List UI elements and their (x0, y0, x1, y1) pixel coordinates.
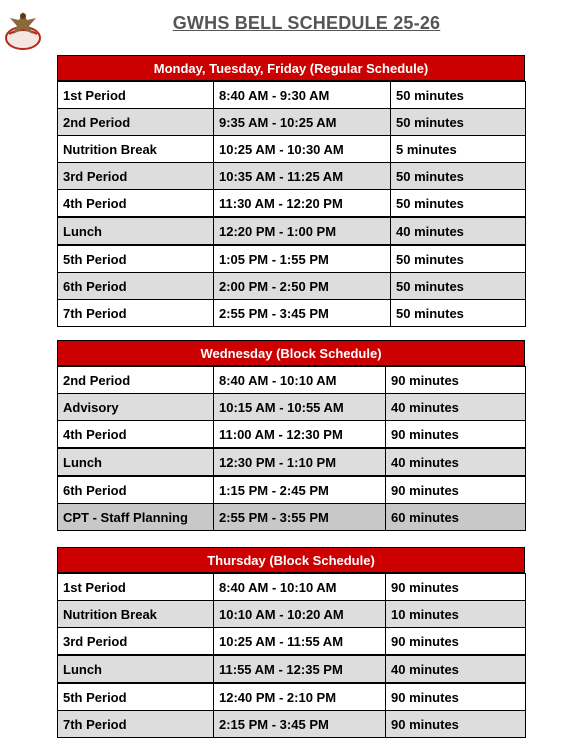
time-cell: 12:40 PM - 2:10 PM (214, 683, 386, 711)
time-cell: 9:35 AM - 10:25 AM (214, 109, 391, 136)
schedule-wednesday (57, 340, 525, 531)
table-row (58, 82, 526, 109)
period-cell: Lunch (58, 448, 214, 476)
schedule-table (57, 81, 526, 327)
time-cell: 10:15 AM - 10:55 AM (214, 394, 386, 421)
time-cell: 2:55 PM - 3:45 PM (214, 300, 391, 327)
time-cell: 11:55 AM - 12:35 PM (214, 655, 386, 683)
time-cell: 11:30 AM - 12:20 PM (214, 190, 391, 218)
table-row (58, 163, 526, 190)
schedule-table (57, 366, 526, 531)
period-cell: CPT - Staff Planning (58, 504, 214, 531)
table-row (58, 273, 526, 300)
table-row (58, 300, 526, 327)
period-cell: Nutrition Break (58, 136, 214, 163)
duration-cell: 90 minutes (386, 574, 526, 601)
table-row (58, 601, 526, 628)
period-cell: 5th Period (58, 683, 214, 711)
duration-cell: 10 minutes (386, 601, 526, 628)
time-cell: 2:00 PM - 2:50 PM (214, 273, 391, 300)
table-row (58, 190, 526, 218)
duration-cell: 50 minutes (391, 190, 526, 218)
period-cell: 6th Period (58, 273, 214, 300)
duration-cell: 90 minutes (386, 711, 526, 738)
time-cell: 12:30 PM - 1:10 PM (214, 448, 386, 476)
duration-cell: 40 minutes (386, 655, 526, 683)
table-row (58, 245, 526, 273)
duration-cell: 50 minutes (391, 300, 526, 327)
duration-cell: 90 minutes (386, 628, 526, 656)
table-row (58, 711, 526, 738)
table-row (58, 448, 526, 476)
time-cell: 2:55 PM - 3:55 PM (214, 504, 386, 531)
schedule-thursday (57, 547, 525, 738)
table-row (58, 628, 526, 656)
period-cell: Lunch (58, 655, 214, 683)
duration-cell: 90 minutes (386, 476, 526, 504)
period-cell: 1st Period (58, 82, 214, 109)
time-cell: 2:15 PM - 3:45 PM (214, 711, 386, 738)
table-row (58, 394, 526, 421)
table-row (58, 421, 526, 449)
duration-cell: 50 minutes (391, 109, 526, 136)
period-cell: 7th Period (58, 711, 214, 738)
table-row (58, 367, 526, 394)
period-cell: 2nd Period (58, 109, 214, 136)
duration-cell: 90 minutes (386, 367, 526, 394)
duration-cell: 50 minutes (391, 245, 526, 273)
table-row (58, 504, 526, 531)
period-cell: 4th Period (58, 421, 214, 449)
duration-cell: 5 minutes (391, 136, 526, 163)
page-title: GWHS BELL SCHEDULE 25-26 (172, 13, 441, 33)
period-cell: 3rd Period (58, 163, 214, 190)
period-cell: 4th Period (58, 190, 214, 218)
period-cell: Nutrition Break (58, 601, 214, 628)
period-cell: 7th Period (58, 300, 214, 327)
duration-cell: 50 minutes (391, 273, 526, 300)
duration-cell: 90 minutes (386, 683, 526, 711)
section-header: Thursday (Block Schedule) (57, 547, 525, 573)
time-cell: 10:10 AM - 10:20 AM (214, 601, 386, 628)
duration-cell: 40 minutes (386, 394, 526, 421)
period-cell: 6th Period (58, 476, 214, 504)
duration-cell: 50 minutes (391, 163, 526, 190)
time-cell: 8:40 AM - 9:30 AM (214, 82, 391, 109)
duration-cell: 40 minutes (391, 217, 526, 245)
table-row (58, 655, 526, 683)
time-cell: 11:00 AM - 12:30 PM (214, 421, 386, 449)
period-cell: 5th Period (58, 245, 214, 273)
time-cell: 1:15 PM - 2:45 PM (214, 476, 386, 504)
period-cell: 1st Period (58, 574, 214, 601)
table-row (58, 476, 526, 504)
time-cell: 8:40 AM - 10:10 AM (214, 367, 386, 394)
period-cell: 2nd Period (58, 367, 214, 394)
period-cell: Advisory (58, 394, 214, 421)
duration-cell: 50 minutes (391, 82, 526, 109)
table-row (58, 683, 526, 711)
time-cell: 10:35 AM - 11:25 AM (214, 163, 391, 190)
time-cell: 8:40 AM - 10:10 AM (214, 574, 386, 601)
section-header: Monday, Tuesday, Friday (Regular Schedule) (57, 55, 525, 81)
duration-cell: 90 minutes (386, 421, 526, 449)
schedule-table (57, 573, 526, 738)
period-cell: 3rd Period (58, 628, 214, 656)
schedule-regular (57, 55, 525, 327)
table-row (58, 217, 526, 245)
table-row (58, 574, 526, 601)
time-cell: 10:25 AM - 10:30 AM (214, 136, 391, 163)
time-cell: 1:05 PM - 1:55 PM (214, 245, 391, 273)
table-row (58, 109, 526, 136)
period-cell: Lunch (58, 217, 214, 245)
table-row (58, 136, 526, 163)
time-cell: 10:25 AM - 11:55 AM (214, 628, 386, 656)
duration-cell: 40 minutes (386, 448, 526, 476)
section-header: Wednesday (Block Schedule) (57, 340, 525, 366)
duration-cell: 60 minutes (386, 504, 526, 531)
time-cell: 12:20 PM - 1:00 PM (214, 217, 391, 245)
